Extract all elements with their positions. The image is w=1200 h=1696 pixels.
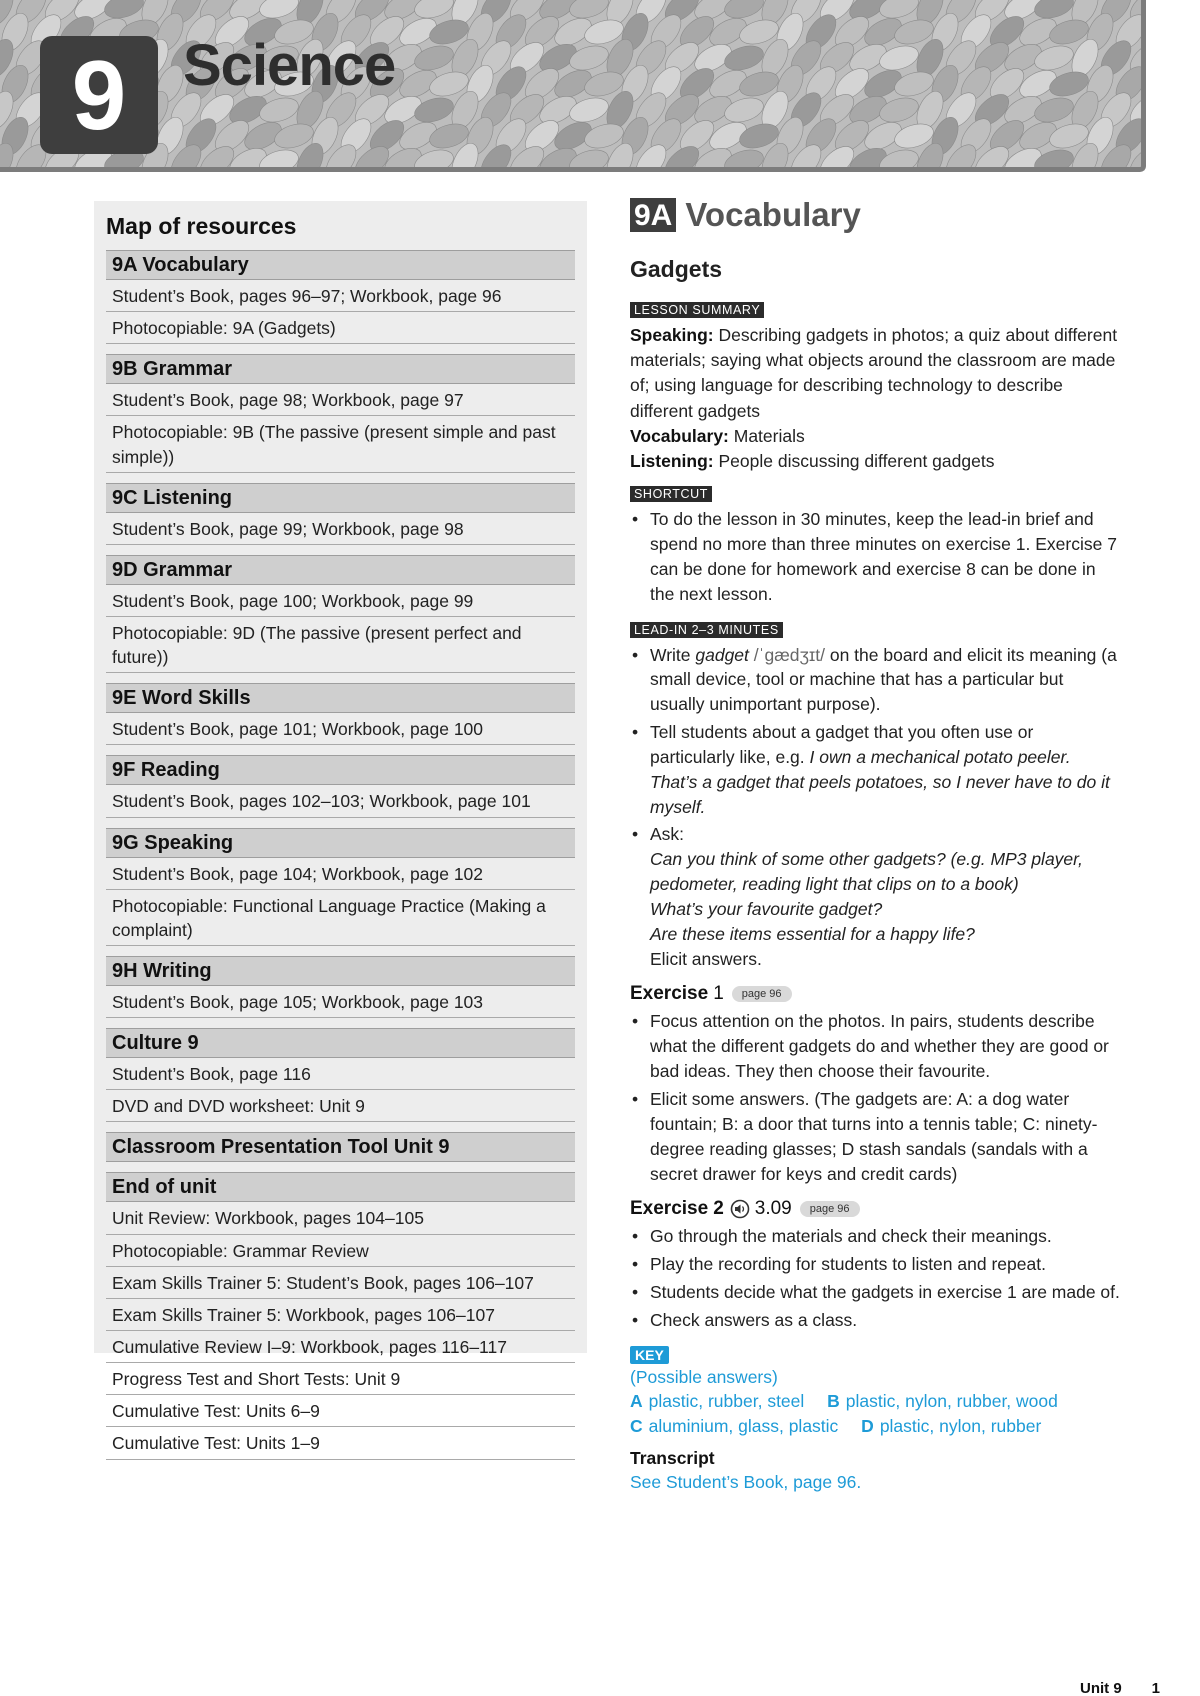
resource-item: Photocopiable: 9A (Gadgets) xyxy=(106,312,575,344)
resource-item: Student’s Book, page 99; Workbook, page 98 xyxy=(106,513,575,545)
exercise-2-page-badge: page 96 xyxy=(800,1201,860,1217)
footer-unit-label: Unit 9 xyxy=(1080,1680,1122,1696)
speaking-text: Describing gadgets in photos; a quiz about different materials; saying what objects around the classroom are made of; using language for describing technology to describe different gadgets xyxy=(630,325,1118,421)
exercise-2-heading xyxy=(630,1198,1122,1220)
unit-number-box xyxy=(40,36,158,154)
vocabulary-summary xyxy=(630,424,1122,449)
lesson-subtitle: Gadgets xyxy=(630,256,723,282)
leadin-2-pre: Tell students about a gadget that you often use or particularly like, e.g. xyxy=(650,722,1034,767)
resource-section-heading: 9G Speaking xyxy=(106,828,575,858)
exercise-1-item: • Elicit some answers. (The gadgets are: A: a dog water fountain; B: a door that turns into a tennis table; C: ninety-degree reading glasses; D stash sandals (sandals with a secret drawer for keys and credit cards) xyxy=(630,1087,1122,1186)
map-title: Map of resources xyxy=(106,213,297,239)
resource-item: Student’s Book, page 101; Workbook, page 100 xyxy=(106,713,575,745)
exercise-1-heading xyxy=(630,983,1122,1005)
resource-section-heading: End of unit xyxy=(106,1172,575,1202)
resource-item: Student’s Book, page 104; Workbook, page 102 xyxy=(106,858,575,890)
resource-item: Student’s Book, pages 96–97; Workbook, page 96 xyxy=(106,280,575,312)
exercise-2-number: 2 xyxy=(713,1198,724,1220)
leadin-item-1 xyxy=(630,643,1122,718)
key-row-1 xyxy=(630,1389,1122,1414)
footer-page-number: 1 xyxy=(1151,1680,1161,1696)
resource-item: Student’s Book, page 100; Workbook, page 99 xyxy=(106,585,575,617)
shortcut-list xyxy=(630,507,1122,606)
exercise-2-list xyxy=(630,1224,1122,1332)
key-label: KEY xyxy=(630,1346,669,1364)
leadin-item-3 xyxy=(630,822,1122,971)
listening-label: Listening: xyxy=(630,450,714,471)
key-c: aluminium, glass, plastic xyxy=(648,1415,839,1436)
leadin-list xyxy=(630,643,1122,972)
resource-item: Exam Skills Trainer 5: Student’s Book, pages 106–107 xyxy=(106,1267,575,1299)
key-row-2 xyxy=(630,1414,1122,1439)
page-footer xyxy=(1080,1680,1160,1696)
resource-section-heading: 9E Word Skills xyxy=(106,683,575,713)
leadin-question-3: Are these items essential for a happy life? xyxy=(650,923,975,944)
banner-pattern-shape xyxy=(1032,0,1077,22)
leadin-2-example: I own a mechanical potato peeler. That’s a gadget that peels potatoes, so I never have to do it myself. xyxy=(650,746,1110,817)
exercise-1-title: Exercise xyxy=(630,983,709,1005)
key-d: plastic, nylon, rubber xyxy=(879,1415,1042,1436)
leadin-1-word: gadget xyxy=(695,644,749,665)
key-c-letter: C xyxy=(630,1415,643,1436)
leadin-3-ask: Ask: xyxy=(650,824,685,845)
leadin-1-phonetic: /ˈɡædʒɪt/ xyxy=(748,644,825,665)
banner-pattern-shape xyxy=(412,0,457,22)
resource-item: Student’s Book, page 116 xyxy=(106,1058,575,1090)
banner-pattern-shape xyxy=(412,146,457,172)
exercise-2-track: 3.09 xyxy=(754,1198,792,1220)
resource-item: Exam Skills Trainer 5: Workbook, pages 106–107 xyxy=(106,1299,575,1331)
shortcut-item: • To do the lesson in 30 minutes, keep the lead-in brief and spend no more than three minutes on exercise 1. Exercise 7 can be done for homework and exercise 8 can be done in the next lesson. xyxy=(630,507,1122,606)
vocabulary-label: Vocabulary: xyxy=(630,425,729,446)
resource-item: Photocopiable: Grammar Review xyxy=(106,1235,575,1267)
exercise-2-title: Exercise xyxy=(630,1198,709,1220)
key-d-letter: D xyxy=(861,1415,874,1436)
lesson-column xyxy=(630,196,1122,1493)
key-b: plastic, nylon, rubber, wood xyxy=(845,1391,1058,1412)
resource-section-heading: Culture 9 xyxy=(106,1028,575,1058)
lesson-code: 9A xyxy=(630,198,676,232)
lesson-title: Vocabulary xyxy=(685,196,861,233)
leadin-1-post: on the board and elicit its meaning (a small device, tool or machine that has a particular but usually unimportant purpose). xyxy=(650,644,1117,715)
exercise-2-item: • Go through the materials and check their meanings. xyxy=(630,1224,1122,1249)
shortcut-label: SHORTCUT xyxy=(630,486,712,502)
resource-item: Student’s Book, pages 102–103; Workbook, page 101 xyxy=(106,785,575,817)
banner-pattern xyxy=(0,0,1146,172)
speaking-summary xyxy=(630,323,1122,424)
leadin-label: LEAD-IN 2–3 MINUTES xyxy=(630,622,783,638)
banner-pattern-shape xyxy=(722,146,767,172)
leadin-item-2 xyxy=(630,720,1122,819)
banner-pattern-shape xyxy=(257,0,302,22)
key-a: plastic, rubber, steel xyxy=(648,1391,805,1412)
banner-pattern-shape xyxy=(102,0,147,22)
unit-number: 9 xyxy=(71,40,127,150)
banner-pattern-shape xyxy=(257,146,302,172)
lesson-summary-label: LESSON SUMMARY xyxy=(630,302,764,318)
resource-item: Cumulative Test: Units 6–9 xyxy=(106,1395,575,1427)
resource-item: Photocopiable: Functional Language Practice (Making a complaint) xyxy=(106,890,575,946)
exercise-2-item: • Check answers as a class. xyxy=(630,1308,1122,1333)
leadin-3-end: Elicit answers. xyxy=(650,948,762,969)
exercise-2-item: • Play the recording for students to listen and repeat. xyxy=(630,1252,1122,1277)
map-sections xyxy=(106,250,575,1460)
resource-section-heading: 9H Writing xyxy=(106,956,575,986)
map-of-resources xyxy=(94,201,587,1454)
leadin-1-pre: Write xyxy=(650,644,696,665)
speaking-label: Speaking: xyxy=(630,325,714,345)
banner-pattern-shape xyxy=(567,146,612,172)
resource-section-heading: 9A Vocabulary xyxy=(106,250,575,280)
resource-item: Photocopiable: 9B (The passive (present simple and past simple)) xyxy=(106,416,575,472)
transcript-heading: Transcript xyxy=(630,1448,715,1469)
banner-pattern-shape xyxy=(877,146,922,172)
resource-section-heading: 9C Listening xyxy=(106,483,575,513)
key-intro: (Possible answers) xyxy=(630,1366,778,1387)
resource-item: Cumulative Review I–9: Workbook, pages 116–117 xyxy=(106,1331,575,1363)
resource-item: Photocopiable: 9D (The passive (present perfect and future)) xyxy=(106,617,575,673)
resource-item: DVD and DVD worksheet: Unit 9 xyxy=(106,1090,575,1122)
exercise-1-item: • Focus attention on the photos. In pairs, students describe what the different gadgets do and whether they are good or bad ideas. They then choose their favourite. xyxy=(630,1009,1122,1084)
resource-item: Student’s Book, page 105; Workbook, page 103 xyxy=(106,986,575,1018)
resource-item: Progress Test and Short Tests: Unit 9 xyxy=(106,1363,575,1395)
unit-banner xyxy=(0,0,1146,172)
banner-pattern-shape xyxy=(722,0,767,22)
listening-summary xyxy=(630,449,1122,474)
lesson-header xyxy=(630,196,1122,234)
transcript-link[interactable]: See Student’s Book, page 96. xyxy=(630,1472,862,1493)
resource-item: Student’s Book, page 98; Workbook, page 97 xyxy=(106,384,575,416)
leadin-question-2: What’s your favourite gadget? xyxy=(650,898,883,919)
banner-pattern-shape xyxy=(877,0,922,22)
unit-title: Science xyxy=(183,33,396,98)
listening-text: People discussing different gadgets xyxy=(718,450,995,471)
resource-section-heading: 9D Grammar xyxy=(106,555,575,585)
resource-item: Cumulative Test: Units 1–9 xyxy=(106,1427,575,1459)
exercise-2-item: • Students decide what the gadgets in exercise 1 are made of. xyxy=(630,1280,1122,1305)
resource-section-heading: Classroom Presentation Tool Unit 9 xyxy=(106,1132,575,1162)
exercise-1-list xyxy=(630,1009,1122,1186)
banner-pattern-shape xyxy=(567,0,612,22)
banner-pattern-shape xyxy=(1032,146,1077,172)
exercise-1-page-badge: page 96 xyxy=(732,986,792,1002)
key-b-letter: B xyxy=(827,1391,840,1412)
key-a-letter: A xyxy=(630,1391,643,1412)
resource-item: Unit Review: Workbook, pages 104–105 xyxy=(106,1202,575,1234)
resource-section-heading: 9B Grammar xyxy=(106,354,575,384)
leadin-question-1: Can you think of some other gadgets? (e.g. MP3 player, pedometer, reading light that clips on to a book) xyxy=(650,849,1083,895)
vocabulary-text: Materials xyxy=(733,425,805,446)
exercise-1-number: 1 xyxy=(713,983,724,1005)
resource-section-heading: 9F Reading xyxy=(106,755,575,785)
audio-icon[interactable] xyxy=(730,1199,750,1219)
